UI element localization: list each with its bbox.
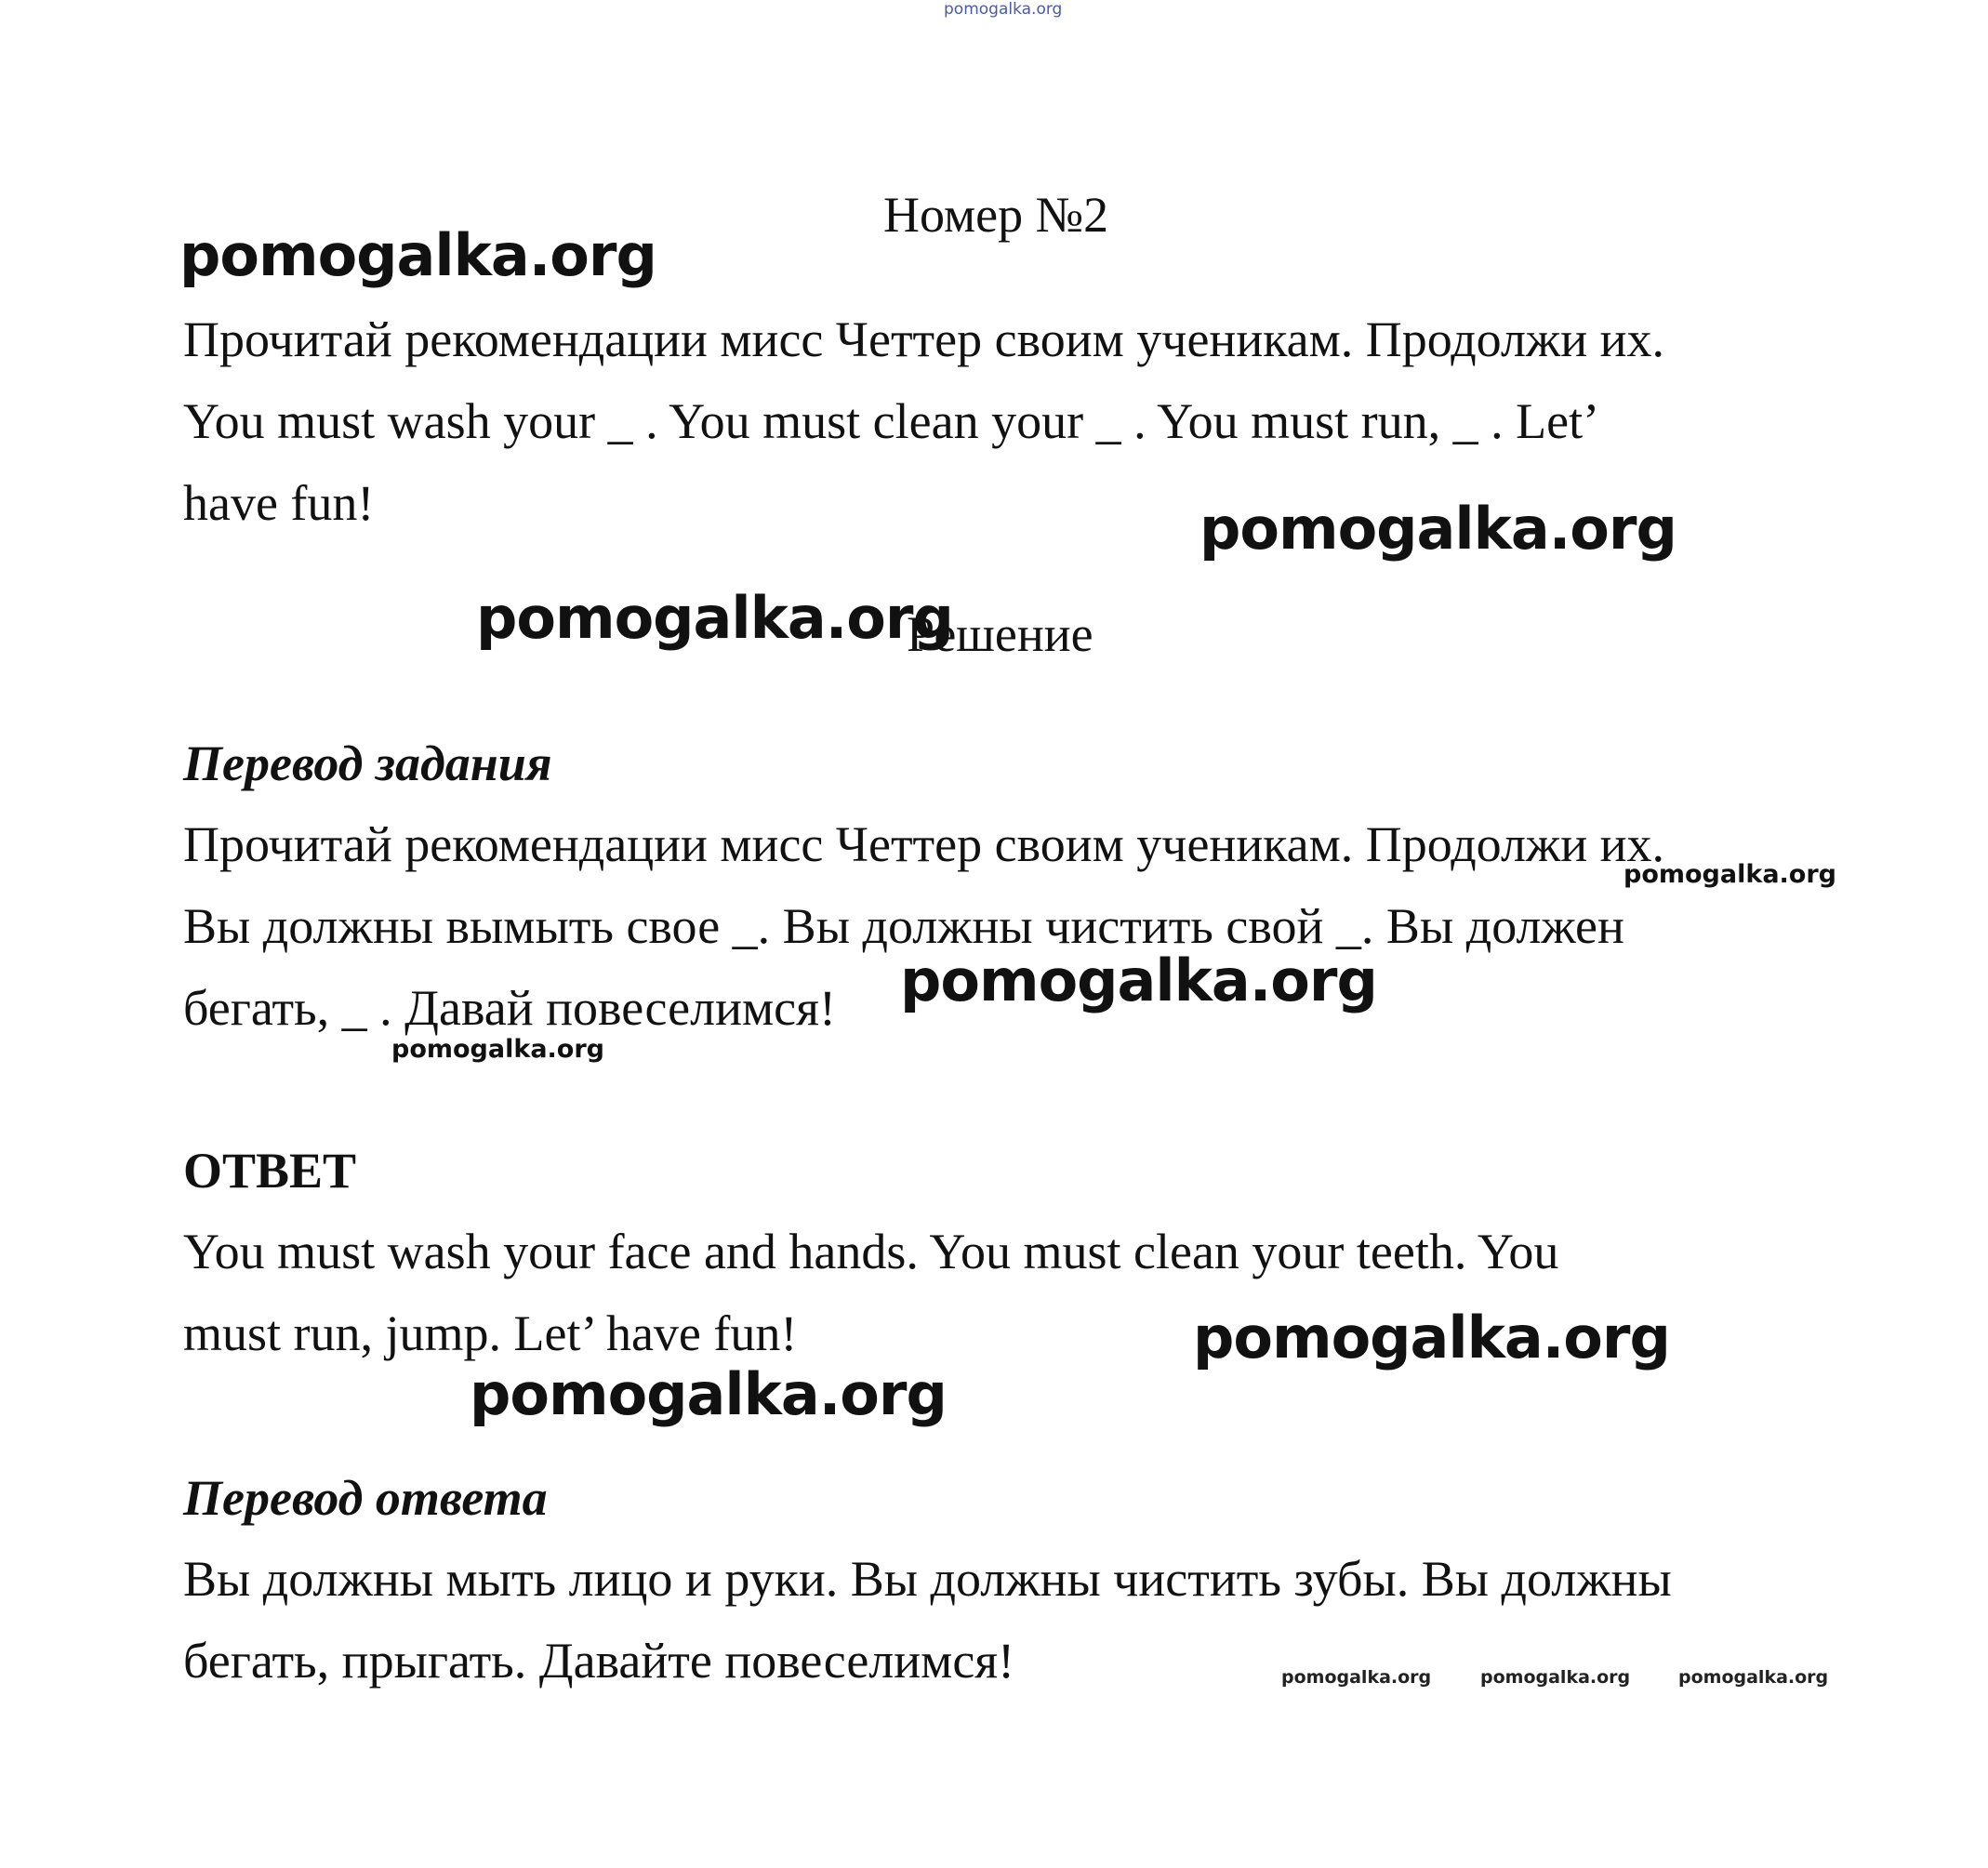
translation-answer-heading: Перевод ответа — [183, 1470, 548, 1526]
solution-label: Решение — [907, 606, 1093, 662]
task-line-3: have fun! — [183, 475, 375, 531]
translation-task-line-2: Вы должны вымыть свое _. Вы должны чистить свой _. Вы должен — [183, 898, 1624, 954]
task-line-1: Прочитай рекомендации мисс Четтер своим ученикам. Продолжи их. — [183, 311, 1665, 367]
translation-task-line-1: Прочитай рекомендации мисс Четтер своим ученикам. Продолжи их. — [183, 816, 1665, 872]
watermark-small: pomogalka.org — [391, 1035, 604, 1064]
watermark-tiny: pomogalka.org — [1281, 1667, 1432, 1688]
translation-task-heading: Перевод задания — [183, 735, 552, 791]
watermark-big: pomogalka.org — [470, 1360, 947, 1428]
watermark-big: pomogalka.org — [900, 947, 1377, 1014]
task-line-2: You must wash your _ . You must clean your _ . You must run, _ . Let’ — [183, 393, 1600, 449]
watermark-tiny: pomogalka.org — [1678, 1667, 1829, 1688]
page-title: Номер №2 — [883, 187, 1109, 243]
watermark-big: pomogalka.org — [1199, 495, 1677, 563]
watermark-tiny: pomogalka.org — [1480, 1667, 1631, 1688]
answer-line-2: must run, jump. Let’ have fun! — [183, 1305, 798, 1361]
answer-heading: ОТВЕТ — [183, 1143, 357, 1199]
translation-answer-line-1: Вы должны мыть лицо и руки. Вы должны чистить зубы. Вы должны — [183, 1551, 1672, 1607]
top-watermark: pomogalka.org — [944, 0, 1063, 19]
watermark-big: pomogalka.org — [1193, 1304, 1670, 1371]
watermark-big: pomogalka.org — [179, 221, 656, 289]
watermark-small: pomogalka.org — [1624, 860, 1836, 889]
answer-line-1: You must wash your face and hands. You must clean your teeth. You — [183, 1224, 1559, 1279]
watermark-big: pomogalka.org — [476, 584, 953, 652]
translation-task-line-3: бегать, _ . Давай повеселимся! — [183, 980, 836, 1036]
translation-answer-line-2: бегать, прыгать. Давайте повеселимся! — [183, 1633, 1015, 1689]
